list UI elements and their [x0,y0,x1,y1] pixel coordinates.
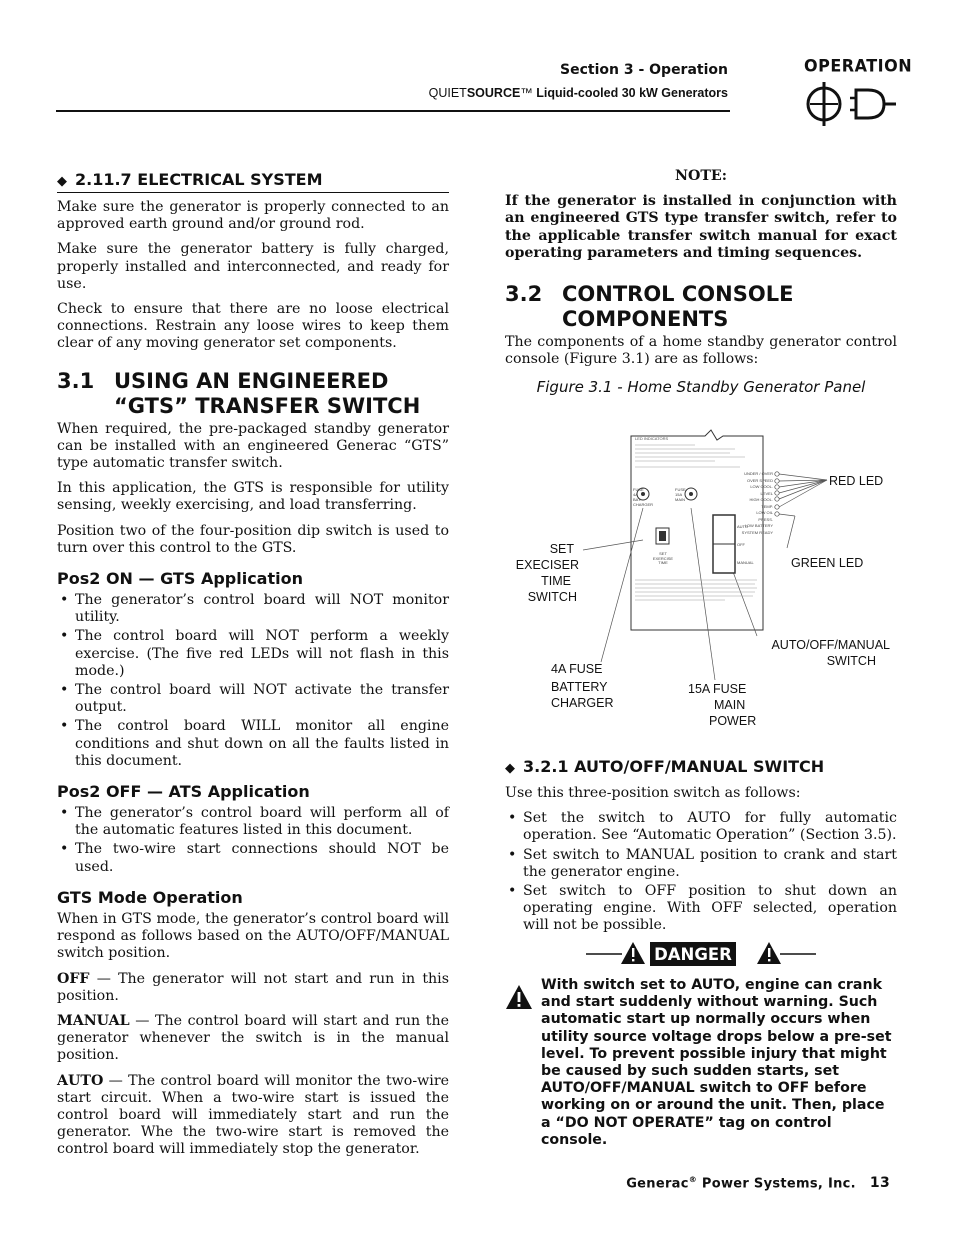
switch-positions-text: AUTO OFF MANUAL [737,524,754,565]
note-title: NOTE: [675,168,727,184]
generator-panel-figure [505,400,925,740]
page-number: 13 [869,1175,890,1192]
pos2-off-list [57,805,449,876]
fuse-4a-label: 4A FUSE BATTERY CHARGER [551,662,614,710]
auto-paragraph: AUTO — The control board will monitor the two-wire start circuit. When a two-wire start is issued the control board will immediately start and run the generator. Whe the two-wire start is removed the control board will immediately stop the generator. [57,1072,449,1158]
red-led-label: RED LED [829,474,884,488]
electrical-paragraph-2: Make sure the generator battery is fully charged, properly installed and interconnected, and ready for use. [57,241,449,292]
gts-paragraph-2: In this application, the GTS is responsible for utility sensing, weekly exercising, and load transferring. [57,480,449,514]
danger-text: With switch set to AUTO, engine can crank and start suddenly without warning. Such automatic start up normally occurs when utility source voltage drops below a pre-set level. To prevent possible injury that might be caused by such sudden starts, set AUTO/OFF/MANUAL switch to OFF before working on or around the unit. Then, place a “DO NOT OPERATE” tag on control console. [541,977,892,1148]
list-item: • Set switch to OFF position to shut down an operating engine. With OFF selected, operation will not be possible. [505,883,897,935]
section-3-2-heading: 3.2 CONTROL CONSOLE COMPONENTS [505,282,794,332]
fuse-right-text: FUSE 15A MAIN [675,487,686,502]
right-column-lower [505,757,897,941]
section-3-1-heading: 3.1 USING AN ENGINEERED “GTS” TRANSFER SWITCH [57,368,421,418]
product-title: QUIETSOURCE™ Liquid-cooled 30 kW Generators [428,86,728,100]
led-label-list: UNDER / OVER OVER SPEED LOW COOL. LEVEL HIGH COOL. TEMP. LOW OIL PRESS. LOW BATTERY SYSTEM READY [741,471,773,535]
electrical-paragraph-1: Make sure the generator is properly connected to an approved earth ground and/or ground rod. [57,199,449,233]
note-body: If the generator is installed in conjunction with an engineered GTS type transfer switch, refer to the applicable transfer switch manual for exact operating parameters and timing sequences. [505,193,897,261]
fuse-left-text: FUSE 4A BAT. CHARGER [633,487,654,507]
auto-switch-list [505,810,897,934]
operation-label: OPERATION [804,55,913,76]
diamond-bullet-icon: ◆ [505,761,515,776]
set-exerciser-label: SET EXECISER TIME SWITCH [515,542,579,604]
gts-paragraph-3: Position two of the four-position dip switch is used to turn over this control to the GTS. [57,522,449,556]
pos2-on-list [57,592,449,770]
panel-heading: LED INDICATORS [635,436,669,441]
manual-paragraph: MANUAL — The control board will start and run the generator whenever the switch is in the manual position. [57,1012,449,1064]
footer: Generac® Power Systems, Inc. 13 [626,1175,890,1192]
danger-label: DANGER [654,945,732,964]
list-item: • The two-wire start connections should NOT be used. [57,841,449,875]
diamond-bullet-icon: ◆ [57,174,67,189]
electrical-system-heading: ◆ 2.11.7 ELECTRICAL SYSTEM [57,170,449,193]
auto-intro-paragraph: Use this three-position switch as follows: [505,785,801,801]
list-item: • The generator’s control board will NOT monitor utility. [57,592,449,626]
off-paragraph: OFF — The generator will not start and run in this position. [57,970,449,1004]
list-item: • The generator’s control board will perform all of the automatic features listed in this document. [57,805,449,839]
right-column [505,170,897,396]
figure-caption: Figure 3.1 - Home Standby Generator Panel [536,378,866,397]
fuse-15a-label: 15A FUSE MAIN POWER [688,682,757,728]
warning-triangle-icon [505,984,533,1010]
generator-plug-icon [800,76,900,132]
pos2-off-heading: Pos2 OFF — ATS Application [57,782,310,802]
list-item: • Set the switch to AUTO for fully automatic operation. See “Automatic Operation” (Section 3.5). [505,810,897,844]
gts-paragraph-1: When required, the pre-packaged standby generator can be installed with an engineered Generac “GTS” type automatic transfer switch. [57,420,449,472]
green-led-label: GREEN LED [791,556,864,570]
pos2-on-heading: Pos2 ON — GTS Application [57,569,303,589]
auto-off-manual-heading: ◆ 3.2.1 AUTO/OFF/MANUAL SWITCH [505,757,825,776]
section-title: Section 3 - Operation [560,62,728,78]
electrical-paragraph-3: Check to ensure that there are no loose electrical connections. Restrain any loose wires to keep them clear of any moving generator set components. [57,301,449,352]
exercise-text: SET EXERCISE TIME [652,551,674,565]
list-item: • Set switch to MANUAL position to crank and start the generator engine. [505,847,897,881]
left-column [57,170,449,1167]
auto-off-manual-label: AUTO/OFF/MANUAL SWITCH [771,638,890,668]
gts-mode-heading: GTS Mode Operation [57,887,243,907]
console-paragraph: The components of a home standby generator control console (Figure 3.1) are as follows: [505,334,897,368]
header-rule [56,110,730,112]
list-item: • The control board will NOT activate the transfer output. [57,682,449,716]
list-item: • The control board will NOT perform a weekly exercise. (The five red LEDs will not flash in this mode.) [57,628,449,680]
gts-mode-paragraph: When in GTS mode, the generator’s control board will respond as follows based on the AUTO/OFF/MANUAL switch position. [57,910,449,962]
list-item: • The control board WILL monitor all engine conditions and shut down on all the faults listed in this document. [57,718,449,770]
